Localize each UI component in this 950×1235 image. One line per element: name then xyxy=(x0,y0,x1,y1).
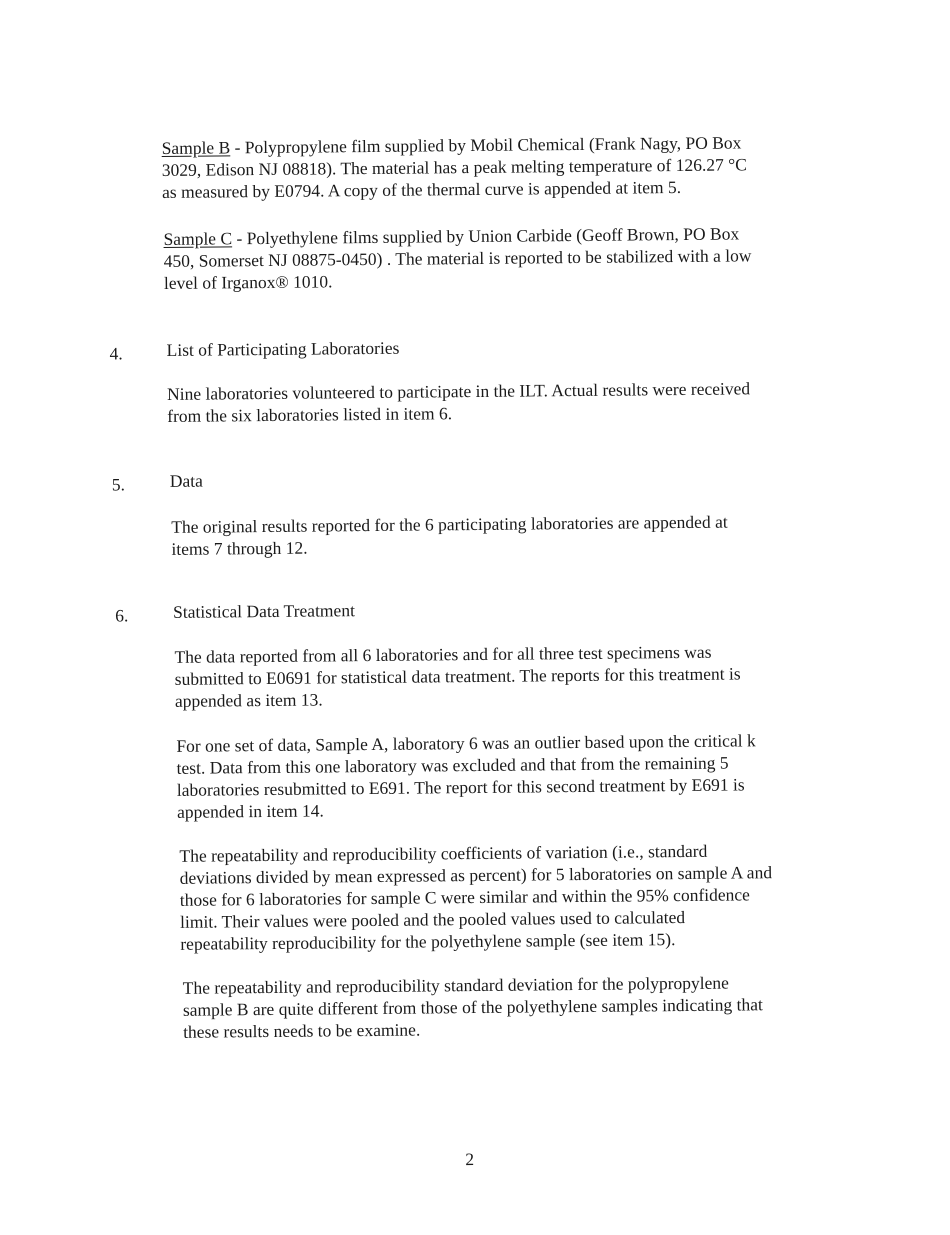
section-5-number: 5. xyxy=(111,474,126,495)
sample-b-line-3: as measured by E0794. A copy of the thermal curve is appended at item 5. xyxy=(161,177,682,202)
section-6-paragraph-1: The data reported from all 6 laboratories and for all three test specimens was submitted to E0691 for statistical data treatment. The reports for this treatment is appended as item 13. xyxy=(174,641,741,711)
section-4-paragraph-1: Nine laboratories volunteered to participate in the ILT. Actual results were received from the six laboratories listed in item 6. xyxy=(166,378,751,426)
sample-c-line-2: 450, Somerset NJ 08875-0450) . The material is reported to be stabilized with a low xyxy=(163,245,752,271)
section-5-title: Data xyxy=(169,470,203,491)
section-6-title: Statistical Data Treatment xyxy=(173,600,355,622)
section-6-paragraph-3: The repeatability and reproducibility coefficients of variation (i.e., standard deviations divided by mean expressed as percent) for 5 laboratories on sample A and those for 6 laboratories for sample C were similar and within the 95% confidence limit. Their values were pooled and the pooled values used to calculated repeatability reproducibility for the polyethylene sample (see item 15). xyxy=(179,840,773,954)
section-4-number: 4. xyxy=(109,343,123,364)
section-6-paragraph-2: For one set of data, Sample A, laboratory 6 was an outlier based upon the critical k test. Data from this one laboratory was excluded and that from the remaining 5 laboratories resubmitted to E691. The report for this second treatment by E691 is appended in item 14. xyxy=(176,730,756,822)
section-5-paragraph-1: The original results reported for the 6 participating laboratories are appended at items 7 through 12. xyxy=(171,511,728,559)
section-6-number: 6. xyxy=(115,605,129,626)
sample-b-line-2: 3029, Edison NJ 08818). The material has a peak melting temperature of 126.27 °C xyxy=(161,154,747,180)
sample-c-paragraph xyxy=(163,222,751,294)
sample-b-label: Sample B xyxy=(161,137,231,158)
section-6-paragraph-4: The repeatability and reproducibility standard deviation for the polypropylene sample B are quite different from those of the polyethylene samples indicating that these results needs to be examine. xyxy=(182,972,763,1042)
sample-b-paragraph xyxy=(162,131,748,203)
section-4-title: List of Participating Laboratories xyxy=(166,337,400,360)
sample-c-label: Sample C xyxy=(163,228,233,249)
sample-b-line-1: - Polypropylene film supplied by Mobil Chemical (Frank Nagy, PO Box xyxy=(230,132,742,158)
sample-c-line-1: - Polyethylene films supplied by Union Carbide (Geoff Brown, PO Box xyxy=(231,223,740,249)
page-number: 2 xyxy=(465,1149,475,1170)
sample-c-line-3: level of Irganox® 1010. xyxy=(163,271,333,293)
